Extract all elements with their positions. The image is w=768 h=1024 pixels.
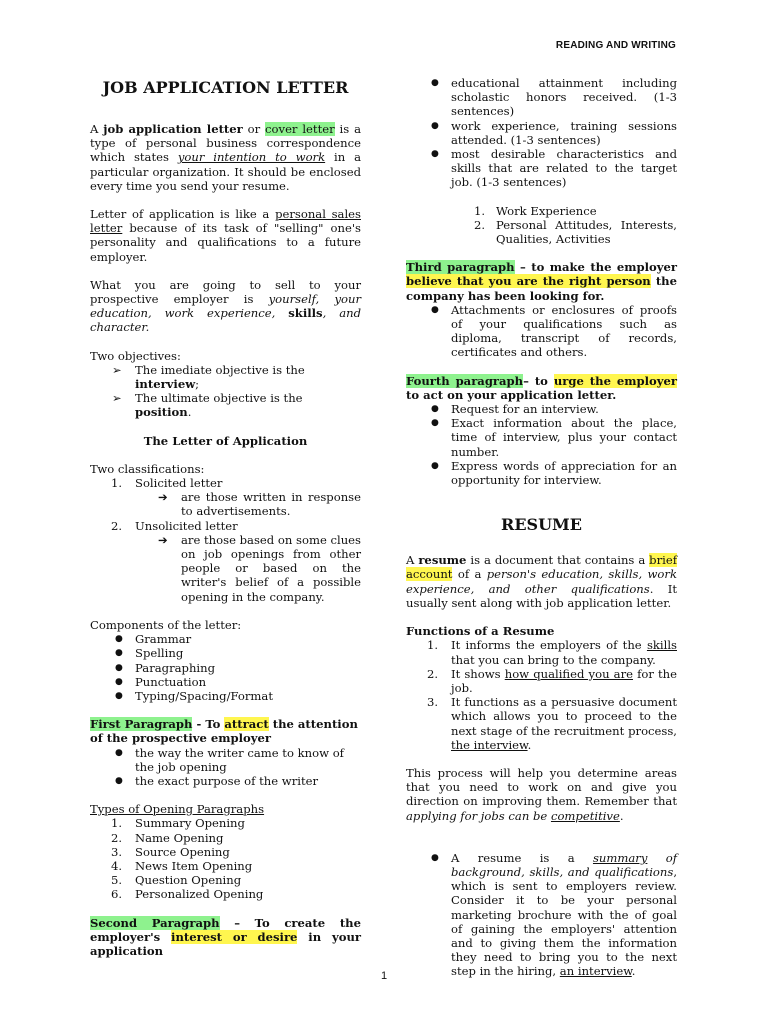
bullet-icon: ●	[431, 460, 439, 471]
list-item: ● the way the writer came to know of the job opening	[115, 745, 344, 774]
bullet-icon: ●	[431, 404, 439, 415]
list-item: ● Request for an interview.	[431, 402, 599, 417]
bullet-icon: ●	[115, 662, 123, 673]
list-item: 1. Work Experience	[474, 203, 597, 218]
bullet-icon: ●	[115, 676, 123, 687]
process-paragraph: This process will help you determine areas that you need to work on and give you direction on improving them. Remember that applying for jobs can be competitive.	[406, 765, 677, 823]
list-item: ➔ are those based on some clues on job openings from other people or based on the writer's belief of a possible opening in the company.	[158, 532, 361, 604]
left-column	[90, 76, 361, 958]
right-column	[406, 76, 677, 979]
resume-definition: A resume is a document that contains a brief account of a person's education, skills, work experience, and other qualifications. It usually sent along with job application letter.	[406, 553, 677, 610]
sales-letter-paragraph: Letter of application is like a personal sales letter because of its task of "selling" one's personality and qualifications to a future employer.	[90, 207, 361, 264]
arrow-right-icon: ➔	[158, 490, 168, 505]
second-paragraph-heading: Second Paragraph – To create the employer's interest or desire in your application	[90, 915, 361, 958]
list-item: 2. Name Opening	[111, 830, 224, 845]
list-item: ● educational attainment including scholastic honors received. (1-3 sentences)	[431, 76, 677, 119]
list-item: ● Grammar	[115, 632, 192, 647]
list-item: ● Paragraphing	[115, 660, 216, 675]
list-item: ➢ The imediate objective is the interview;	[112, 362, 305, 392]
list-item: 2. Personal Attitudes, Interests, Qualities, Activities	[474, 217, 677, 247]
list-item: 2. Unsolicited letter	[111, 518, 238, 533]
list-item: ● Attachments or enclosures of proofs of your qualifications such as diploma, transcript of records, certificates and others.	[431, 302, 677, 360]
list-item: 3. Source Opening	[111, 844, 230, 859]
bullet-icon: ●	[431, 149, 439, 160]
functions-label: Functions of a Resume	[406, 624, 555, 639]
classifications-label: Two classifications:	[90, 461, 205, 476]
list-item: 6. Personalized Opening	[111, 887, 264, 902]
bullet-icon: ●	[431, 418, 439, 429]
bullet-icon: ●	[115, 634, 123, 645]
list-item: 1. Solicited letter	[111, 476, 223, 491]
list-item: ➔ are those written in response to advertisements.	[158, 490, 361, 519]
section-heading: The Letter of Application	[143, 433, 308, 448]
arrow-right-icon: ➔	[158, 532, 168, 547]
highlight-cover-letter: cover letter	[265, 122, 335, 136]
list-item: ➢ The ultimate objective is the position.	[112, 391, 303, 420]
list-item: ● Typing/Spacing/Format	[115, 688, 273, 703]
bullet-icon: ●	[431, 852, 439, 863]
page-title: JOB APPLICATION LETTER	[102, 78, 349, 97]
sell-paragraph: What you are going to sell to your prospective employer is yourself, your education, work experience, skills, and character.	[90, 277, 362, 335]
components-label: Components of the letter:	[90, 617, 242, 632]
objectives-label: Two objectives:	[90, 348, 181, 363]
bullet-icon: ●	[431, 120, 439, 131]
arrow-icon: ➢	[112, 362, 122, 377]
list-item: ● A resume is a summary of background, skills, and qualifications, which is sent to employers review. Consider it to be your personal marketing brochure with the of goal of gaining the employers' attention and to giving them the information they need to bring you to the next step in the hiring, an interview.	[431, 850, 677, 979]
opening-types-label: Types of Opening Paragraphs	[90, 802, 265, 817]
bullet-icon: ●	[115, 690, 123, 701]
bullet-icon: ●	[115, 775, 123, 786]
list-item: 3. It functions as a persuasive document which allows you to proceed to the next stage of the recruitment process, the interview.	[427, 695, 677, 752]
running-header: READING AND WRITING	[555, 40, 676, 51]
resume-title: RESUME	[501, 515, 582, 535]
list-item: ● Express words of appreciation for an opportunity for interview.	[431, 458, 677, 488]
list-item: ● work experience, training sessions attended. (1-3 sentences)	[431, 118, 677, 147]
list-item: ● Exact information about the place, time of interview, plus your contact number.	[431, 416, 677, 459]
list-item: ● Spelling	[115, 646, 184, 661]
first-paragraph-heading: First Paragraph - To attract the attention of the prospective employer	[90, 717, 358, 746]
arrow-icon: ➢	[112, 391, 122, 406]
list-item: 1. Summary Opening	[111, 816, 245, 831]
page-number: 1	[380, 970, 388, 982]
list-item: ● most desirable characteristics and skills that are related to the target job. (1-3 sentences)	[431, 147, 677, 190]
fourth-paragraph-heading: Fourth paragraph– to urge the employer to act on your application letter.	[406, 373, 677, 402]
third-paragraph-heading: Third paragraph – to make the employer believe that you are the right person the company has been looking for.	[406, 260, 677, 303]
bullet-icon: ●	[115, 747, 123, 758]
list-item: ● Punctuation	[115, 674, 207, 689]
intro-paragraph: A job application letter or cover letter is a type of personal business correspondence which states your intention to work in a particular organization. It should be enclosed every time you send your resume.	[90, 122, 361, 193]
list-item: 5. Question Opening	[111, 873, 242, 888]
bullet-icon: ●	[431, 304, 439, 315]
list-item: 1. It informs the employers of the skills that you can bring to the company.	[427, 638, 677, 667]
list-item: 2. It shows how qualified you are for the job.	[427, 666, 677, 695]
bullet-icon: ●	[115, 648, 123, 659]
bullet-icon: ●	[431, 78, 439, 88]
list-item: ● the exact purpose of the writer	[115, 773, 319, 788]
list-item: 4. News Item Opening	[111, 858, 253, 873]
